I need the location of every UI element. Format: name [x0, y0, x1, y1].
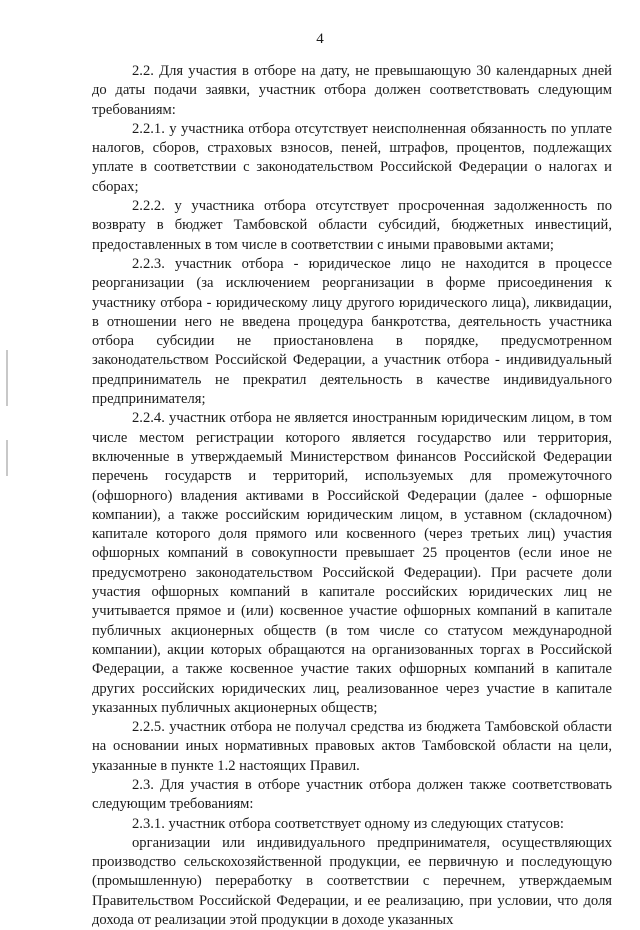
paragraph-2-2: 2.2. Для участия в отборе на дату, не превышающую 30 календарных дней до даты подачи заявки, участник отбора должен соответствовать следующим требованиям: — [92, 63, 612, 118]
margin-scan-mark — [6, 440, 8, 476]
paragraph-2-3-1: 2.3.1. участник отбора соответствует одному из следующих статусов: — [132, 815, 564, 832]
paragraph-2-2-2: 2.2.2. у участника отбора отсутствует просроченная задолженность по возврату в бюджет Тамбовской области субсидий, бюджетных инвестиций, предоставленных в том числе в соответствии с иными правовыми актами; — [92, 198, 612, 253]
paragraph-2-2-4: 2.2.4. участник отбора не является иностранным юридическим лицом, в том числе местом регистрации которого является государство или территория, включенные в утверждаемый Министерством финансов Российской Федерации перечень государств и территорий, используемых для промежуточного (офшорного) владения активами в Российской Федерации (далее - офшорные компании), а также российским юридическим лицом, в уставном (складочном) капитале которого доля прямого или косвенного (через третьих лиц) участия офшорных компаний в совокупности превышает 25 процентов (если иное не предусмотрено законодательством Российской Федерации). При расчете доли участия офшорных компаний в капитале российских юридических лиц не учитывается прямое и (или) косвенное участие офшорных компаний в капитале публичных акционерных обществ (в том числе со статусом международной компании), акции которых обращаются на организованных торгах в Российской Федерации, а также косвенное участие таких офшорных компаний в капитале других российских юридических лиц, реализованное через участие в капитале указанных публичных акционерных обществ; — [92, 410, 612, 716]
document-body — [92, 62, 612, 930]
margin-scan-mark — [6, 350, 8, 406]
paragraph-2-3: 2.3. Для участия в отборе участник отбора должен также соответствовать следующим требованиям: — [92, 776, 612, 813]
paragraph-2-2-3: 2.2.3. участник отбора - юридическое лицо не находится в процессе реорганизации (за исключением реорганизации в форме присоединения к участнику отбора - юридическому лицу другого юридического лица), ликвидации, в отношении него не введена процедура банкротства, деятельность участника отбора субсидии не приостановлена в порядке, предусмотренном законодательством Российской Федерации, а участник отбора - индивидуальный предприниматель не прекратил деятельность в качестве индивидуального предпринимателя; — [92, 255, 612, 408]
paragraph-status-list: организации или индивидуального предпринимателя, осуществляющих производство сельскохозяйственной продукции, ее первичную и последующую (промышленную) переработку в соответствии с перечнем, утверждаемым Правительством Российской Федерации, и ее реализацию, при условии, что доля дохода от реализации этой продукции в доходе указанных — [92, 834, 612, 929]
paragraph-2-2-5: 2.2.5. участник отбора не получал средства из бюджета Тамбовской области на основании иных нормативных правовых актов Тамбовской области на цели, указанные в пункте 1.2 настоящих Правил. — [92, 719, 612, 774]
page-number: 4 — [316, 31, 324, 47]
paragraph-2-2-1: 2.2.1. у участника отбора отсутствует неисполненная обязанность по уплате налогов, сборов, страховых взносов, пеней, штрафов, процентов, подлежащих уплате в соответствии с законодательством Российской Федерации о налогах и сборах; — [92, 120, 612, 195]
